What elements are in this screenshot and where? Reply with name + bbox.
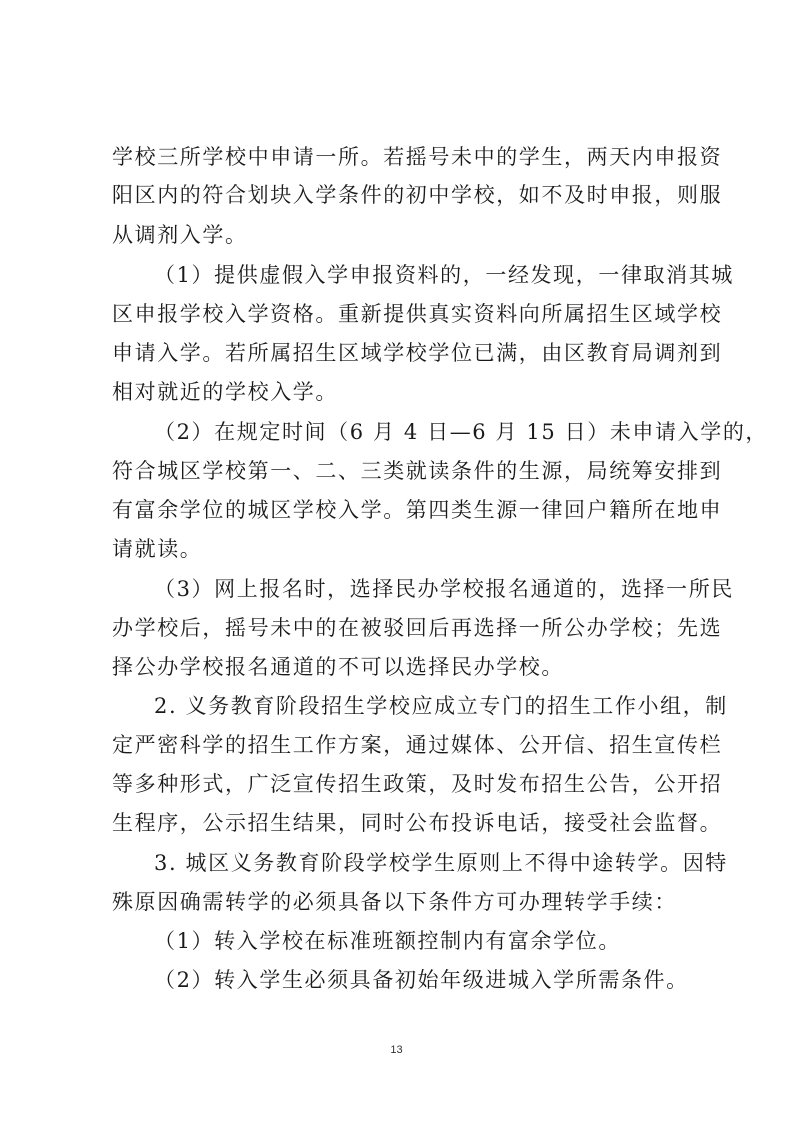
text-line: 从调剂入学。 <box>112 223 248 247</box>
text-line: （2）转入学生必须具备初始年级进城入学所需条件。 <box>154 968 689 992</box>
text-line: 请就读。 <box>112 537 203 561</box>
text-line: 生程序，公示招生结果，同时公布投诉电话，接受社会监督。 <box>112 811 723 835</box>
text-line: 符合城区学校第一、二、三类就读条件的生源，局统筹安排到 <box>112 459 723 483</box>
text-line: 殊原因确需转学的必须具备以下条件方可办理转学手续： <box>112 890 677 914</box>
text-line: 有富余学位的城区学校入学。第四类生源一律回户籍所在地申 <box>112 498 723 522</box>
text-line: 择公办学校报名通道的不可以选择民办学校。 <box>112 655 564 679</box>
text-line: 区申报学校入学资格。重新提供真实资料向所属招生区域学校 <box>112 302 723 326</box>
text-line: 2. 义务教育阶段招生学校应成立专门的招生工作小组，制 <box>154 694 728 718</box>
text-line: 等多种形式，广泛宣传招生政策，及时发布招生公告，公开招 <box>112 772 723 796</box>
text-line: 相对就近的学校入学。 <box>112 380 338 404</box>
text-line: （1）转入学校在标准班额控制内有富余学位。 <box>154 929 621 953</box>
text-line: 定严密科学的招生工作方案，通过媒体、公开信、招生宣传栏 <box>112 733 723 757</box>
text-line: 3. 城区义务教育阶段学校学生原则上不得中途转学。因特 <box>154 851 728 875</box>
text-line: 办学校后，摇号未中的在被驳回后再选择一所公办学校；先选 <box>112 616 723 640</box>
text-line: 阳区内的符合划块入学条件的初中学校，如不及时申报，则服 <box>112 183 723 207</box>
text-line: （3）网上报名时，选择民办学校报名通道的，选择一所民 <box>154 577 734 601</box>
text-line: 申请入学。若所属招生区域学校学位已满，由区教育局调剂到 <box>112 341 723 365</box>
page-number: 13 <box>390 1044 403 1056</box>
text-line: （2）在规定时间（6 月 4 日—6 月 15 日）未申请入学的， <box>154 420 769 444</box>
text-line: （1）提供虚假入学申报资料的，一经发现，一律取消其城 <box>154 263 734 287</box>
text-line: 学校三所学校中申请一所。若摇号未中的学生，两天内申报资 <box>112 145 723 169</box>
